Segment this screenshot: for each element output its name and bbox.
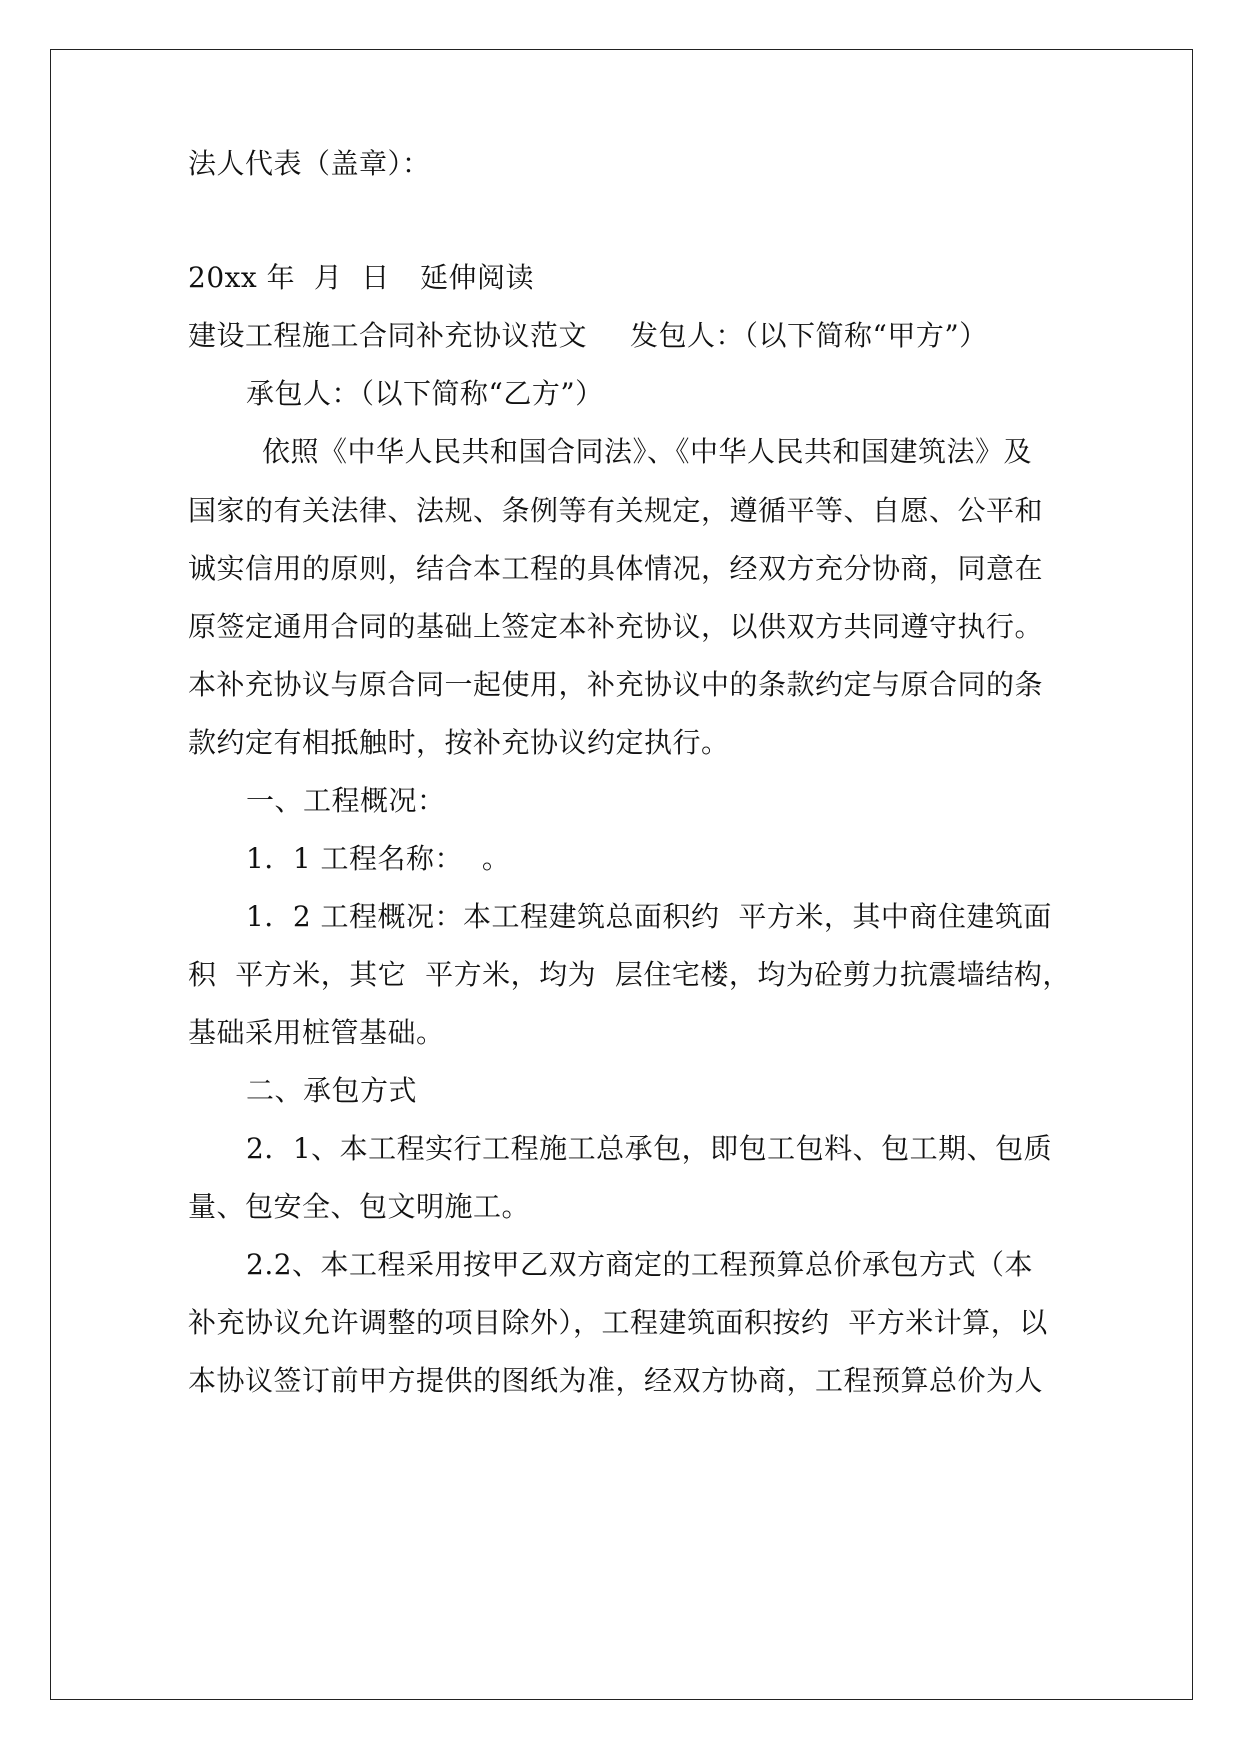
date-line: 20xx 年 月 日 xyxy=(188,261,390,294)
section-heading: 二、承包方式 xyxy=(246,1074,418,1107)
extended-reading-link[interactable]: 延伸阅读 xyxy=(420,261,535,294)
contractor-line: 承包人：（以下简称“乙方”） xyxy=(246,377,604,410)
employer-line: 发包人：（以下简称“甲方”） xyxy=(630,319,988,352)
paragraph-line: 诚实信用的原则，结合本工程的具体情况，经双方充分协商，同意在 xyxy=(188,552,1044,585)
clause-line: 补充协议允许调整的项目除外），工程建筑面积按约 平方米计算，以 xyxy=(188,1306,1048,1339)
clause-line: 2．1、本工程实行工程施工总承包，即包工包料、包工期、包质 xyxy=(246,1132,1053,1165)
clause-line: 1．1 工程名称： 。 xyxy=(246,842,511,875)
paragraph-line: 原签定通用合同的基础上签定本补充协议，以供双方共同遵守执行。 xyxy=(188,610,1044,643)
paragraph-line: 依照《中华人民共和国合同法》、《中华人民共和国建筑法》及 xyxy=(262,435,1033,468)
clause-line: 2.2、本工程采用按甲乙双方商定的工程预算总价承包方式（本 xyxy=(246,1248,1034,1281)
clause-line: 基础采用桩管基础。 xyxy=(188,1016,445,1049)
legal-representative-line: 法人代表（盖章）： xyxy=(188,147,431,180)
clause-line: 本协议签订前甲方提供的图纸为准，经双方协商，工程预算总价为人 xyxy=(188,1364,1044,1397)
section-heading: 一、工程概况： xyxy=(246,784,446,817)
paragraph-line: 本补充协议与原合同一起使用，补充协议中的条款约定与原合同的条 xyxy=(188,668,1044,701)
paragraph-line: 款约定有相抵触时，按补充协议约定执行。 xyxy=(188,726,730,759)
clause-line: 积 平方米，其它 平方米，均为 层住宅楼，均为砼剪力抗震墙结构， xyxy=(188,958,1071,991)
clause-line: 1．2 工程概况：本工程建筑总面积约 平方米，其中商住建筑面 xyxy=(246,900,1052,933)
paragraph-line: 国家的有关法律、法规、条例等有关规定，遵循平等、自愿、公平和 xyxy=(188,494,1044,527)
article-title: 建设工程施工合同补充协议范文 xyxy=(188,319,588,352)
clause-line: 量、包安全、包文明施工。 xyxy=(188,1190,531,1223)
